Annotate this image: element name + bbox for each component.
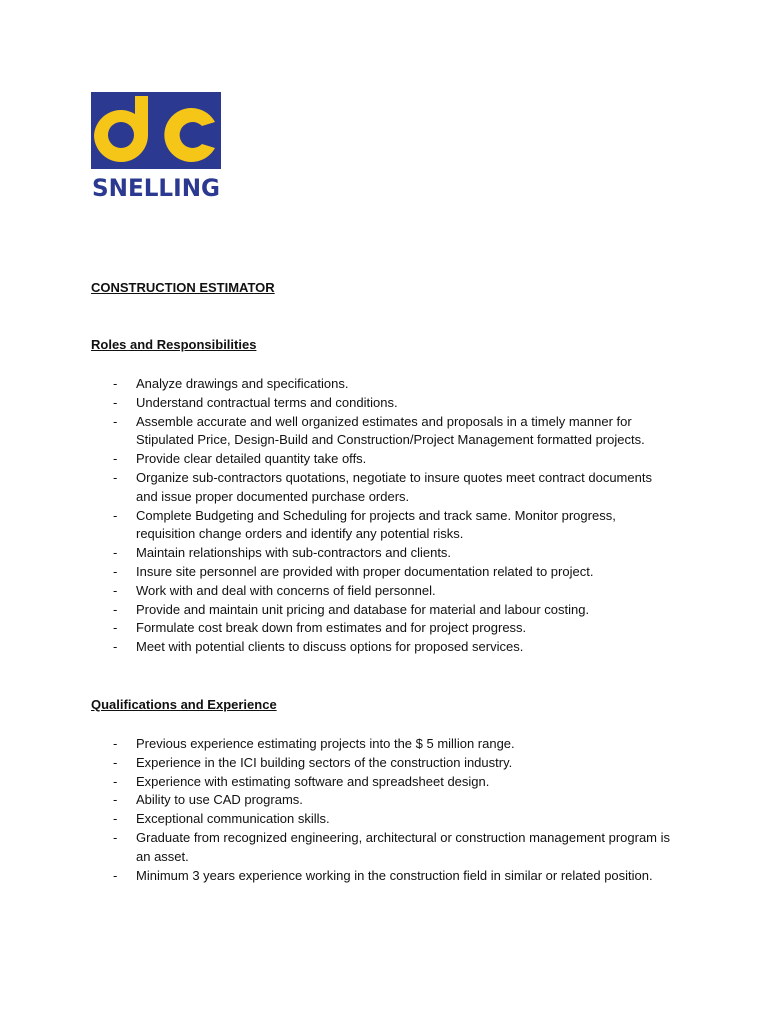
qualification-item-text: Experience in the ICI building sectors of the construction industry. [136,754,513,770]
bullet-dash: - [113,867,118,883]
qualification-item-text: Graduate from recognized engineering, architectural or construction management program is an asset. [136,829,670,864]
logo-wordmark: SNELLING [92,174,220,199]
role-item [0,638,676,657]
qualifications-list [0,735,768,885]
role-item [0,394,676,413]
role-item-text: Meet with potential clients to discuss options for proposed services. [136,639,524,655]
bullet-dash: - [113,451,118,467]
job-title: CONSTRUCTION ESTIMATOR [91,280,275,295]
roles-heading: Roles and Responsibilities [91,337,257,352]
role-item-text: Provide clear detailed quantity take offs. [136,451,367,467]
role-item-text: Organize sub-contractors quotations, negotiate to insure quotes meet contract documents and issue proper documented purchase orders. [136,469,652,504]
qualification-item [0,829,676,867]
role-item [0,375,676,394]
bullet-dash: - [113,736,118,751]
bullet-dash: - [113,792,118,808]
bullet-dash: - [113,829,118,845]
qualification-item-text: Experience with estimating software and spreadsheet design. [136,773,490,789]
bullet-dash: - [113,376,118,391]
bullet-dash: - [113,582,118,598]
role-item [0,582,676,601]
role-item-text: Maintain relationships with sub-contractors and clients. [136,545,452,561]
bullet-dash: - [113,545,118,561]
qualification-item [0,867,676,886]
dc-snelling-logo-icon [91,92,221,199]
bullet-dash: - [113,754,118,770]
bullet-dash: - [113,413,118,429]
bullet-dash: - [113,620,118,636]
role-item-text: Understand contractual terms and conditions. [136,394,398,410]
bullet-dash: - [113,811,118,827]
bullet-dash: - [113,563,118,579]
qualification-item [0,735,676,754]
role-item-text: Provide and maintain unit pricing and database for material and labour costing. [136,601,590,617]
role-item [0,544,676,563]
role-item [0,563,676,582]
bullet-dash: - [113,469,118,485]
role-item-text: Analyze drawings and specifications. [136,376,349,391]
role-item [0,450,676,469]
bullet-dash: - [113,773,118,789]
bullet-dash: - [113,601,118,617]
bullet-dash: - [113,507,118,523]
role-item [0,507,676,545]
qualification-item [0,791,676,810]
role-item [0,619,676,638]
role-item-text: Work with and deal with concerns of field personnel. [136,582,436,598]
role-item-text: Complete Budgeting and Scheduling for projects and track same. Monitor progress, requisition change orders and identify any potential risks. [136,507,616,542]
role-item-text: Insure site personnel are provided with proper documentation related to project. [136,563,594,579]
roles-list [0,375,768,657]
qualification-item-text: Minimum 3 years experience working in the construction field in similar or related position. [136,867,653,883]
role-item-text: Formulate cost break down from estimates and for project progress. [136,620,527,636]
bullet-dash: - [113,639,118,655]
role-item [0,469,676,507]
qualification-item [0,754,676,773]
bullet-dash: - [113,394,118,410]
qualification-item-text: Previous experience estimating projects into the $ 5 million range. [136,736,515,751]
qualification-item [0,810,676,829]
role-item [0,413,676,451]
company-logo [91,92,221,199]
qualification-item-text: Ability to use CAD programs. [136,792,303,808]
qualification-item [0,773,676,792]
qualifications-heading: Qualifications and Experience [91,697,277,712]
role-item [0,601,676,620]
qualification-item-text: Exceptional communication skills. [136,811,330,827]
role-item-text: Assemble accurate and well organized estimates and proposals in a timely manner for Stipulated Price, Design-Build and Construction/Project Management formatted projects. [136,413,645,448]
